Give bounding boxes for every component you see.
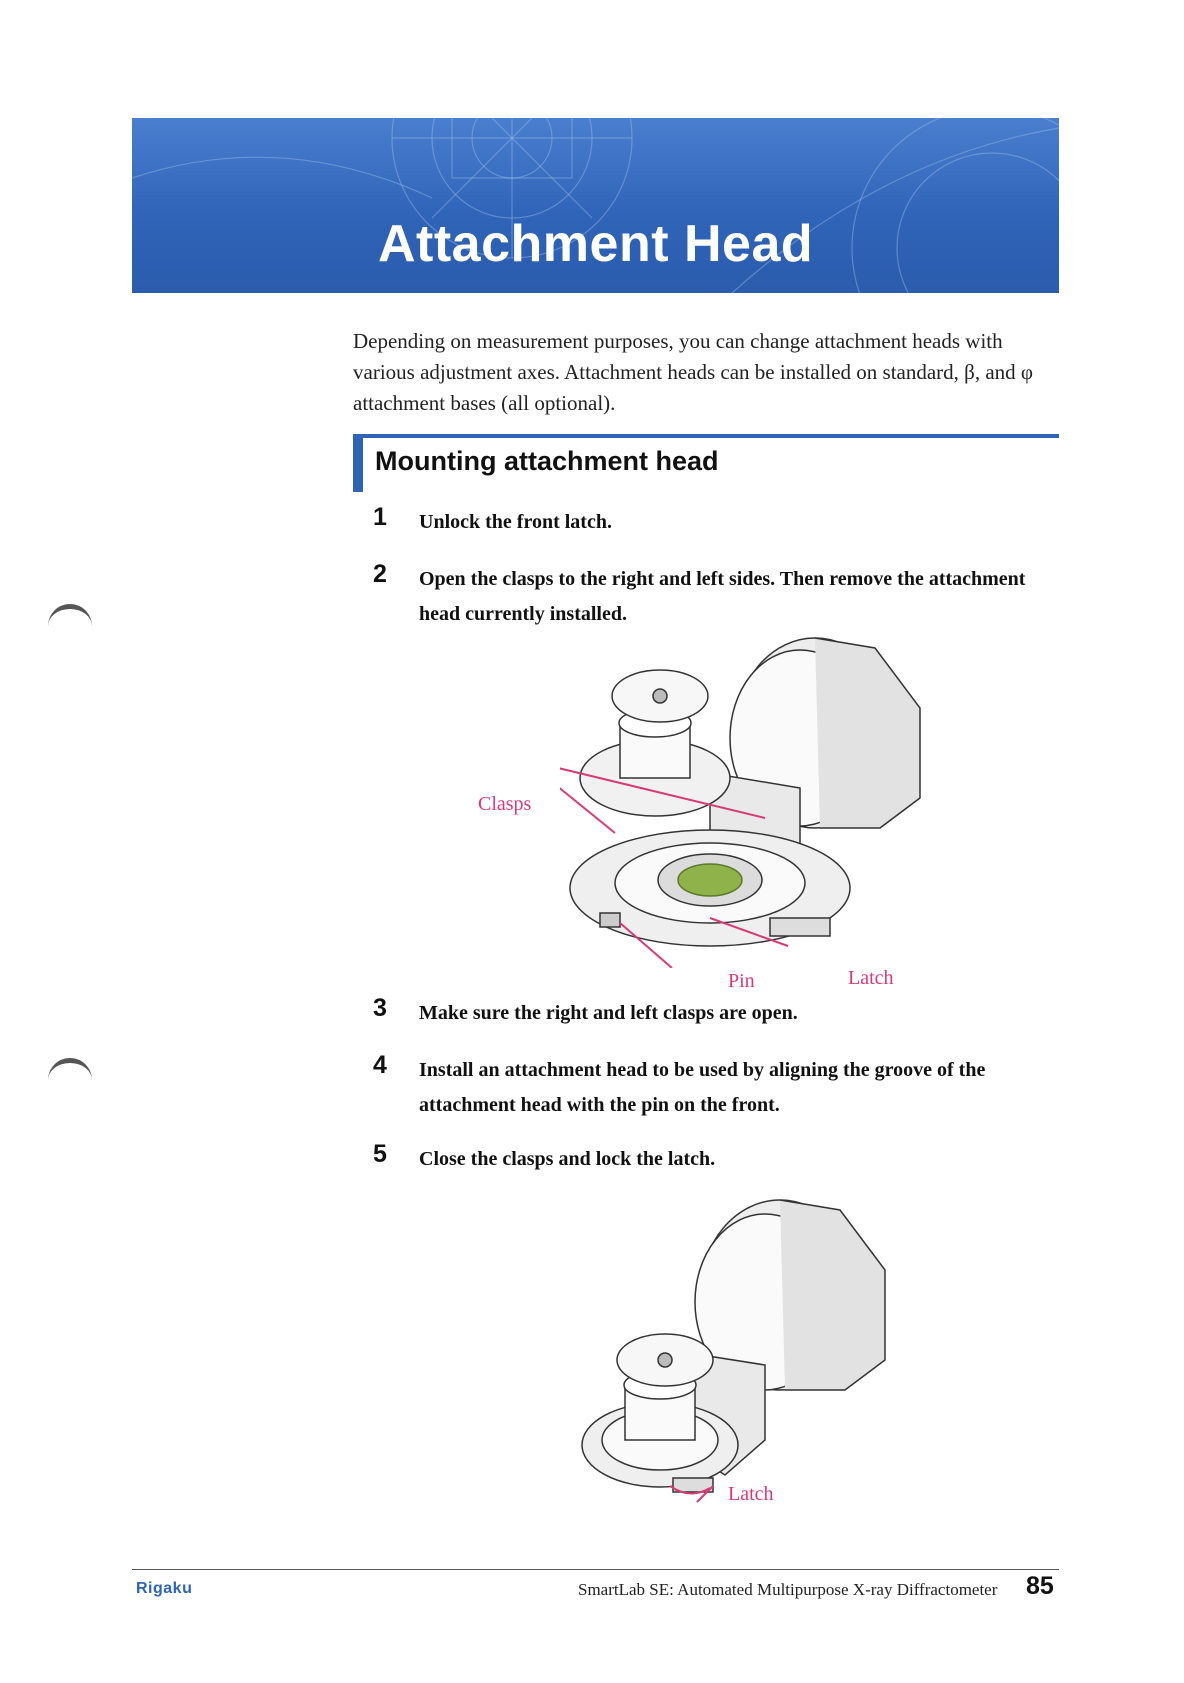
step-line: Unlock the front latch. <box>419 511 612 533</box>
footer-doc-title: SmartLab SE: Automated Multipurpose X-ray Diffractometer <box>578 1580 998 1599</box>
step-text <box>419 562 1059 632</box>
intro-line: Depending on measurement purposes, you can change attachment heads with <box>353 329 1003 353</box>
step-text <box>419 1142 1059 1177</box>
punch-hole-mark-upper <box>48 604 92 637</box>
step-number: 4 <box>373 1051 387 1079</box>
section-rule <box>353 434 1059 438</box>
callout-latch-installed: Latch <box>728 1483 774 1505</box>
step-line: Close the clasps and lock the latch. <box>419 1148 716 1170</box>
step-text <box>419 1053 1059 1123</box>
figure-attachment-installed <box>575 1190 905 1525</box>
step-line: Make sure the right and left clasps are open. <box>419 1002 798 1024</box>
punch-hole-mark-lower <box>48 1058 92 1091</box>
step-text <box>419 996 1059 1031</box>
section-accent-bar <box>353 434 363 492</box>
step-number: 1 <box>373 503 387 531</box>
step-line: attachment head with the pin on the front. <box>419 1094 780 1116</box>
section-title: Mounting attachment head <box>375 446 719 476</box>
attachment-head-open-illustration <box>560 628 940 968</box>
intro-line: various adjustment axes. Attachment heads can be installed on standard, β, and φ <box>353 360 1034 384</box>
brand-logo: Rigaku <box>136 1580 193 1597</box>
intro-line: attachment bases (all optional). <box>353 391 616 415</box>
callout-clasps: Clasps <box>478 793 532 815</box>
footer-rule <box>132 1569 1059 1570</box>
step-number: 3 <box>373 994 387 1022</box>
intro-paragraph <box>353 326 1053 419</box>
step-line: Install an attachment head to be used by aligning the groove of the <box>419 1059 986 1081</box>
page-number: 85 <box>1026 1572 1054 1600</box>
figure-attachment-open <box>560 628 940 968</box>
section-heading <box>353 434 1059 492</box>
step-line: head currently installed. <box>419 603 627 625</box>
step-number: 5 <box>373 1140 387 1168</box>
attachment-head-installed-illustration <box>575 1190 905 1525</box>
page-title: Attachment Head <box>378 215 814 273</box>
title-banner <box>132 118 1059 293</box>
step-line: Open the clasps to the right and left sides. Then remove the attachment <box>419 568 1026 590</box>
callout-pin: Pin <box>728 970 755 992</box>
step-text <box>419 505 1059 540</box>
step-number: 2 <box>373 560 387 588</box>
callout-latch: Latch <box>848 967 894 989</box>
